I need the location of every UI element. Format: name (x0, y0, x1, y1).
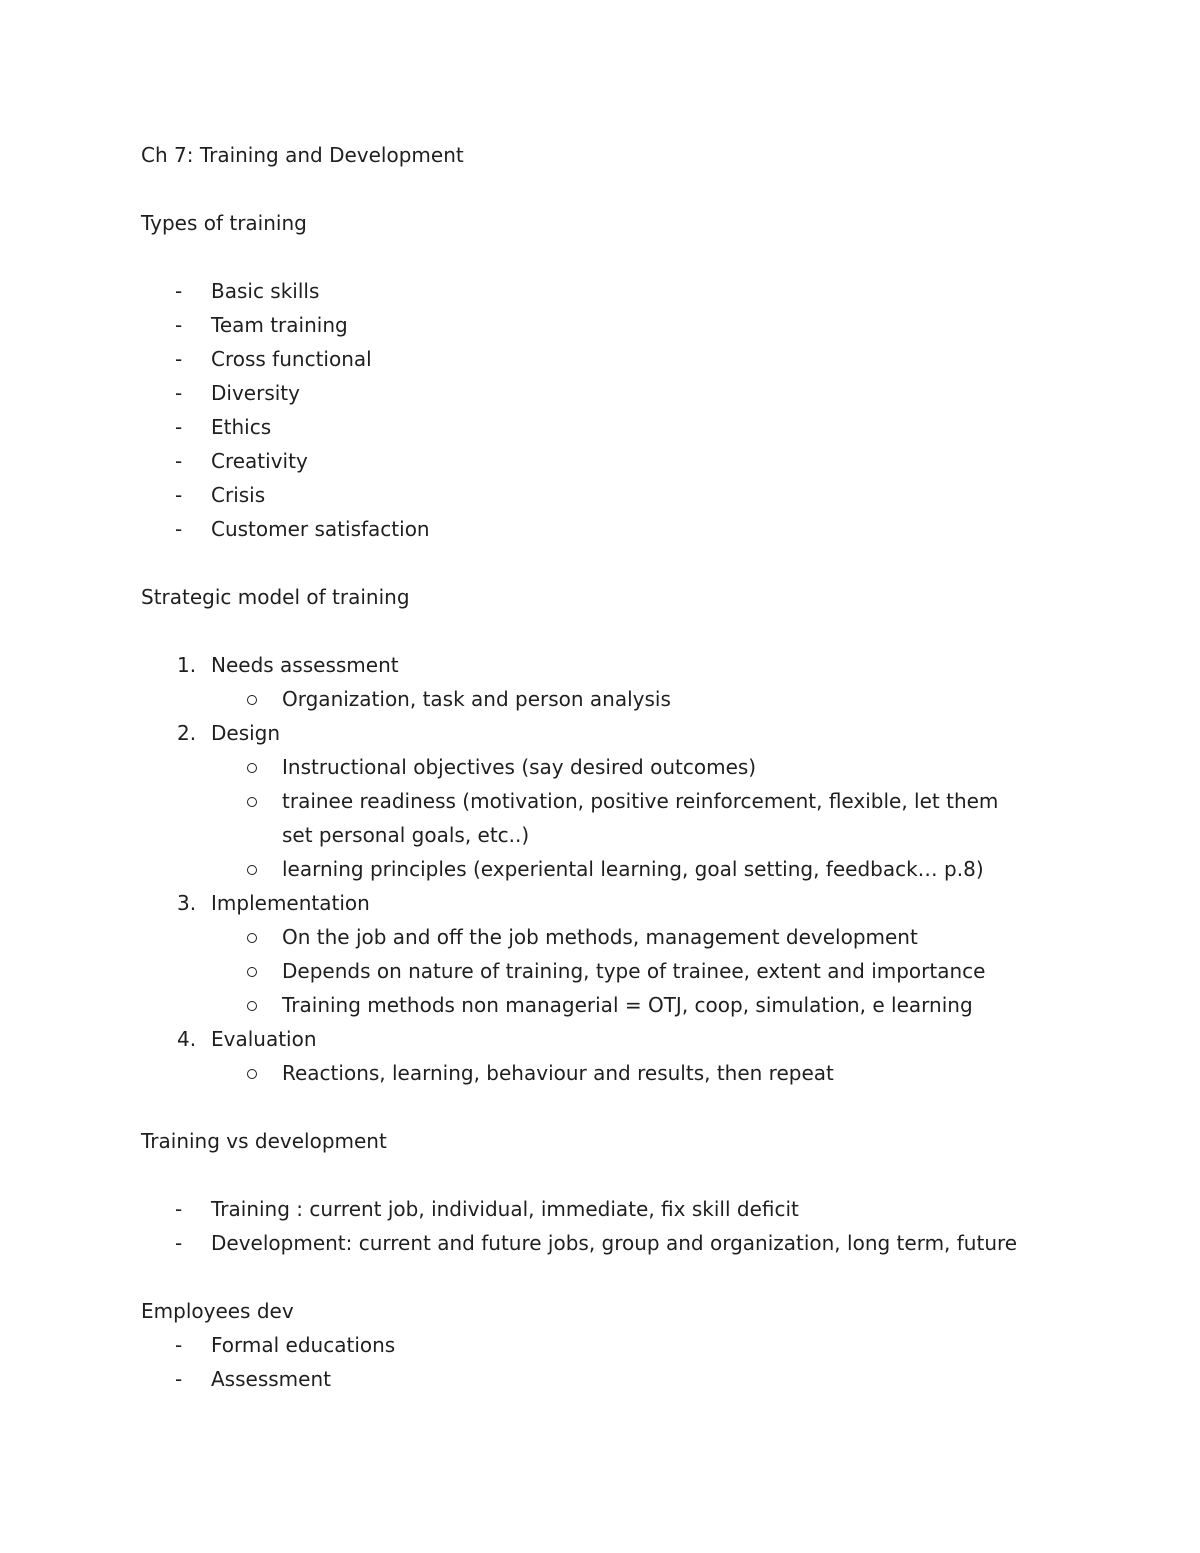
list-item (141, 1226, 1041, 1260)
numbered-item (141, 1022, 1041, 1056)
list-item (141, 1328, 1041, 1362)
numbered-item-text: Design (211, 721, 281, 745)
circle-bullet-icon (247, 763, 257, 773)
spacer (141, 546, 1041, 580)
list-item-text: Crisis (211, 483, 266, 507)
dash-marker: - (175, 347, 183, 371)
list-item (141, 376, 1041, 410)
list-item-text: Ethics (211, 415, 272, 439)
circle-bullet-icon (247, 1069, 257, 1079)
dash-marker: - (175, 1367, 183, 1391)
sub-list-item-text: On the job and off the job methods, management development (282, 925, 918, 949)
sub-list-item (141, 920, 1041, 954)
list-item-text: Diversity (211, 381, 300, 405)
section-heading-vs: Training vs development (141, 1129, 387, 1153)
dash-marker: - (175, 483, 183, 507)
number-marker: 2. (177, 721, 197, 745)
list-item-text: Assessment (211, 1367, 331, 1391)
list-item (141, 274, 1041, 308)
sub-list-item-text: Training methods non managerial = OTJ, coop, simulation, e learning (282, 993, 973, 1017)
spacer (141, 1158, 1041, 1192)
dash-marker: - (175, 381, 183, 405)
circle-bullet-icon (247, 797, 257, 807)
list-item (141, 1192, 1041, 1226)
circle-bullet-icon (247, 695, 257, 705)
list-item-text: Customer satisfaction (211, 517, 430, 541)
sub-list-item-text: Organization, task and person analysis (282, 687, 671, 711)
list-item (141, 1362, 1041, 1396)
number-marker: 4. (177, 1027, 197, 1051)
sub-list-item (141, 750, 1041, 784)
section-heading-strategic: Strategic model of training (141, 585, 410, 609)
sub-list-item-text: trainee readiness (motivation, positive reinforcement, flexible, let them set personal goals, etc..) (282, 789, 999, 847)
list-item (141, 444, 1041, 478)
list-item-text: Basic skills (211, 279, 320, 303)
spacer (141, 1090, 1041, 1124)
numbered-item (141, 886, 1041, 920)
list-item-text: Cross functional (211, 347, 372, 371)
sub-list-item (141, 988, 1041, 1022)
sub-list-item-text: Instructional objectives (say desired outcomes) (282, 755, 757, 779)
spacer (141, 172, 1041, 206)
numbered-item-text: Needs assessment (211, 653, 399, 677)
circle-bullet-icon (247, 865, 257, 875)
sub-list-item-text: Reactions, learning, behaviour and results, then repeat (282, 1061, 834, 1085)
list-item (141, 342, 1041, 376)
section-heading-employees: Employees dev (141, 1299, 294, 1323)
dash-marker: - (175, 1197, 183, 1221)
list-item-text: Creativity (211, 449, 308, 473)
dash-marker: - (175, 415, 183, 439)
list-item (141, 512, 1041, 546)
list-item-text: Development: current and future jobs, group and organization, long term, future (211, 1231, 1018, 1255)
list-item (141, 410, 1041, 444)
dash-marker: - (175, 1333, 183, 1357)
document-title: Ch 7: Training and Development (141, 143, 464, 167)
numbered-item-text: Implementation (211, 891, 370, 915)
list-item-text: Team training (211, 313, 348, 337)
spacer (141, 240, 1041, 274)
sub-list-item (141, 852, 1041, 886)
numbered-item-text: Evaluation (211, 1027, 317, 1051)
numbered-item (141, 716, 1041, 750)
dash-marker: - (175, 279, 183, 303)
section-heading-types: Types of training (141, 211, 307, 235)
dash-marker: - (175, 1231, 183, 1255)
sub-list-item-text: learning principles (experiental learning, goal setting, feedback… p.8) (282, 857, 984, 881)
circle-bullet-icon (247, 1001, 257, 1011)
dash-marker: - (175, 517, 183, 541)
dash-marker: - (175, 313, 183, 337)
list-item (141, 478, 1041, 512)
spacer (141, 614, 1041, 648)
sub-list-item (141, 1056, 1041, 1090)
dash-marker: - (175, 449, 183, 473)
circle-bullet-icon (247, 967, 257, 977)
list-item-text: Training : current job, individual, immediate, fix skill deficit (211, 1197, 799, 1221)
circle-bullet-icon (247, 933, 257, 943)
spacer (141, 1260, 1041, 1294)
sub-list-item (141, 784, 1002, 852)
list-item-text: Formal educations (211, 1333, 396, 1357)
number-marker: 3. (177, 891, 197, 915)
list-item (141, 308, 1041, 342)
sub-list-item (141, 682, 1041, 716)
sub-list-item (141, 954, 1041, 988)
document-page (141, 138, 1041, 1396)
sub-list-item-text: Depends on nature of training, type of trainee, extent and importance (282, 959, 986, 983)
numbered-item (141, 648, 1041, 682)
number-marker: 1. (177, 653, 197, 677)
